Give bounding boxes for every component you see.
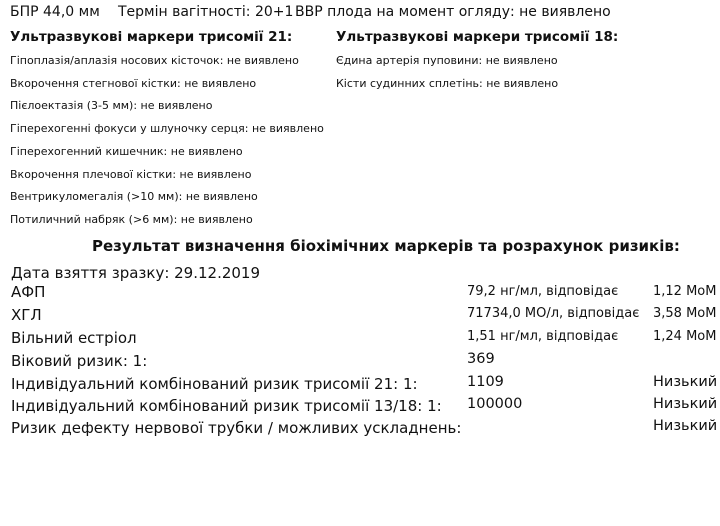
t21-marker-item: Гіпоплазія/аплазія носових кісточок: не виявлено [10, 54, 299, 67]
pregnancy-term-text: Термін вагітності: 20+1 [118, 4, 294, 20]
result-label-hcg: ХГЛ [11, 306, 42, 324]
result-mom-afp: 1,12 MoM [653, 284, 717, 299]
result-value-afp: 79,2 нг/мл, відповідає [467, 284, 619, 299]
sample-date: Дата взяття зразку: 29.12.2019 [11, 264, 261, 282]
malformation-text: ВВР плода на момент огляду: не виявлено [295, 4, 611, 20]
result-value-t21-risk: 1109 [467, 374, 504, 390]
t21-marker-item: Вентрикуломегалія (>10 мм): не виявлено [10, 190, 258, 203]
result-label-t21-risk: Індивідуальний комбінований ризик трисомії 21: 1: [11, 375, 418, 393]
result-label-t13-18-risk: Індивідуальний комбінований ризик трисомії 13/18: 1: [11, 397, 442, 415]
result-label-ntd-risk: Ризик дефекту нервової трубки / можливих ускладнень: [11, 419, 462, 437]
t21-marker-item: Гіперехогенний кишечник: не виявлено [10, 145, 243, 158]
t21-marker-item: Потиличний набряк (>6 мм): не виявлено [10, 213, 253, 226]
results-title: Результат визначення біохімічних маркерів та розрахунок ризиків: [92, 237, 680, 255]
result-mom-hcg: 3,58 MoM [653, 306, 717, 321]
t18-marker-item: Кісти судинних сплетінь: не виявлено [336, 77, 559, 90]
t21-marker-item: Вкорочення стегнової кістки: не виявлено [10, 77, 257, 90]
t18-marker-item: Єдина артерія пуповини: не виявлено [336, 54, 558, 67]
t18-markers-title: Ультразвукові маркери трисомії 18: [336, 29, 619, 45]
result-assessment-t21: Низький [653, 374, 718, 390]
result-label-afp: АФП [11, 283, 46, 301]
result-assessment-ntd: Низький [653, 418, 718, 434]
result-value-hcg: 71734,0 МО/л, відповідає [467, 306, 640, 321]
result-assessment-t13-18: Низький [653, 396, 718, 412]
result-value-estriol: 1,51 нг/мл, відповідає [467, 329, 619, 344]
result-mom-estriol: 1,24 MoM [653, 329, 717, 344]
t21-marker-item: Гіперехогенні фокуси у шлуночку серця: не виявлено [10, 122, 324, 135]
t21-marker-item: Вкорочення плечової кістки: не виявлено [10, 168, 252, 181]
t21-marker-item: Пієлоектазія (3-5 мм): не виявлено [10, 99, 213, 112]
bpr-text: БПР 44,0 мм [10, 4, 100, 20]
result-label-estriol: Вільний естріол [11, 329, 137, 347]
result-value-age-risk: 369 [467, 351, 495, 367]
t21-markers-title: Ультразвукові маркери трисомії 21: [10, 29, 293, 45]
result-value-t13-18-risk: 100000 [467, 396, 523, 412]
result-label-age-risk: Віковий ризик: 1: [11, 352, 148, 370]
